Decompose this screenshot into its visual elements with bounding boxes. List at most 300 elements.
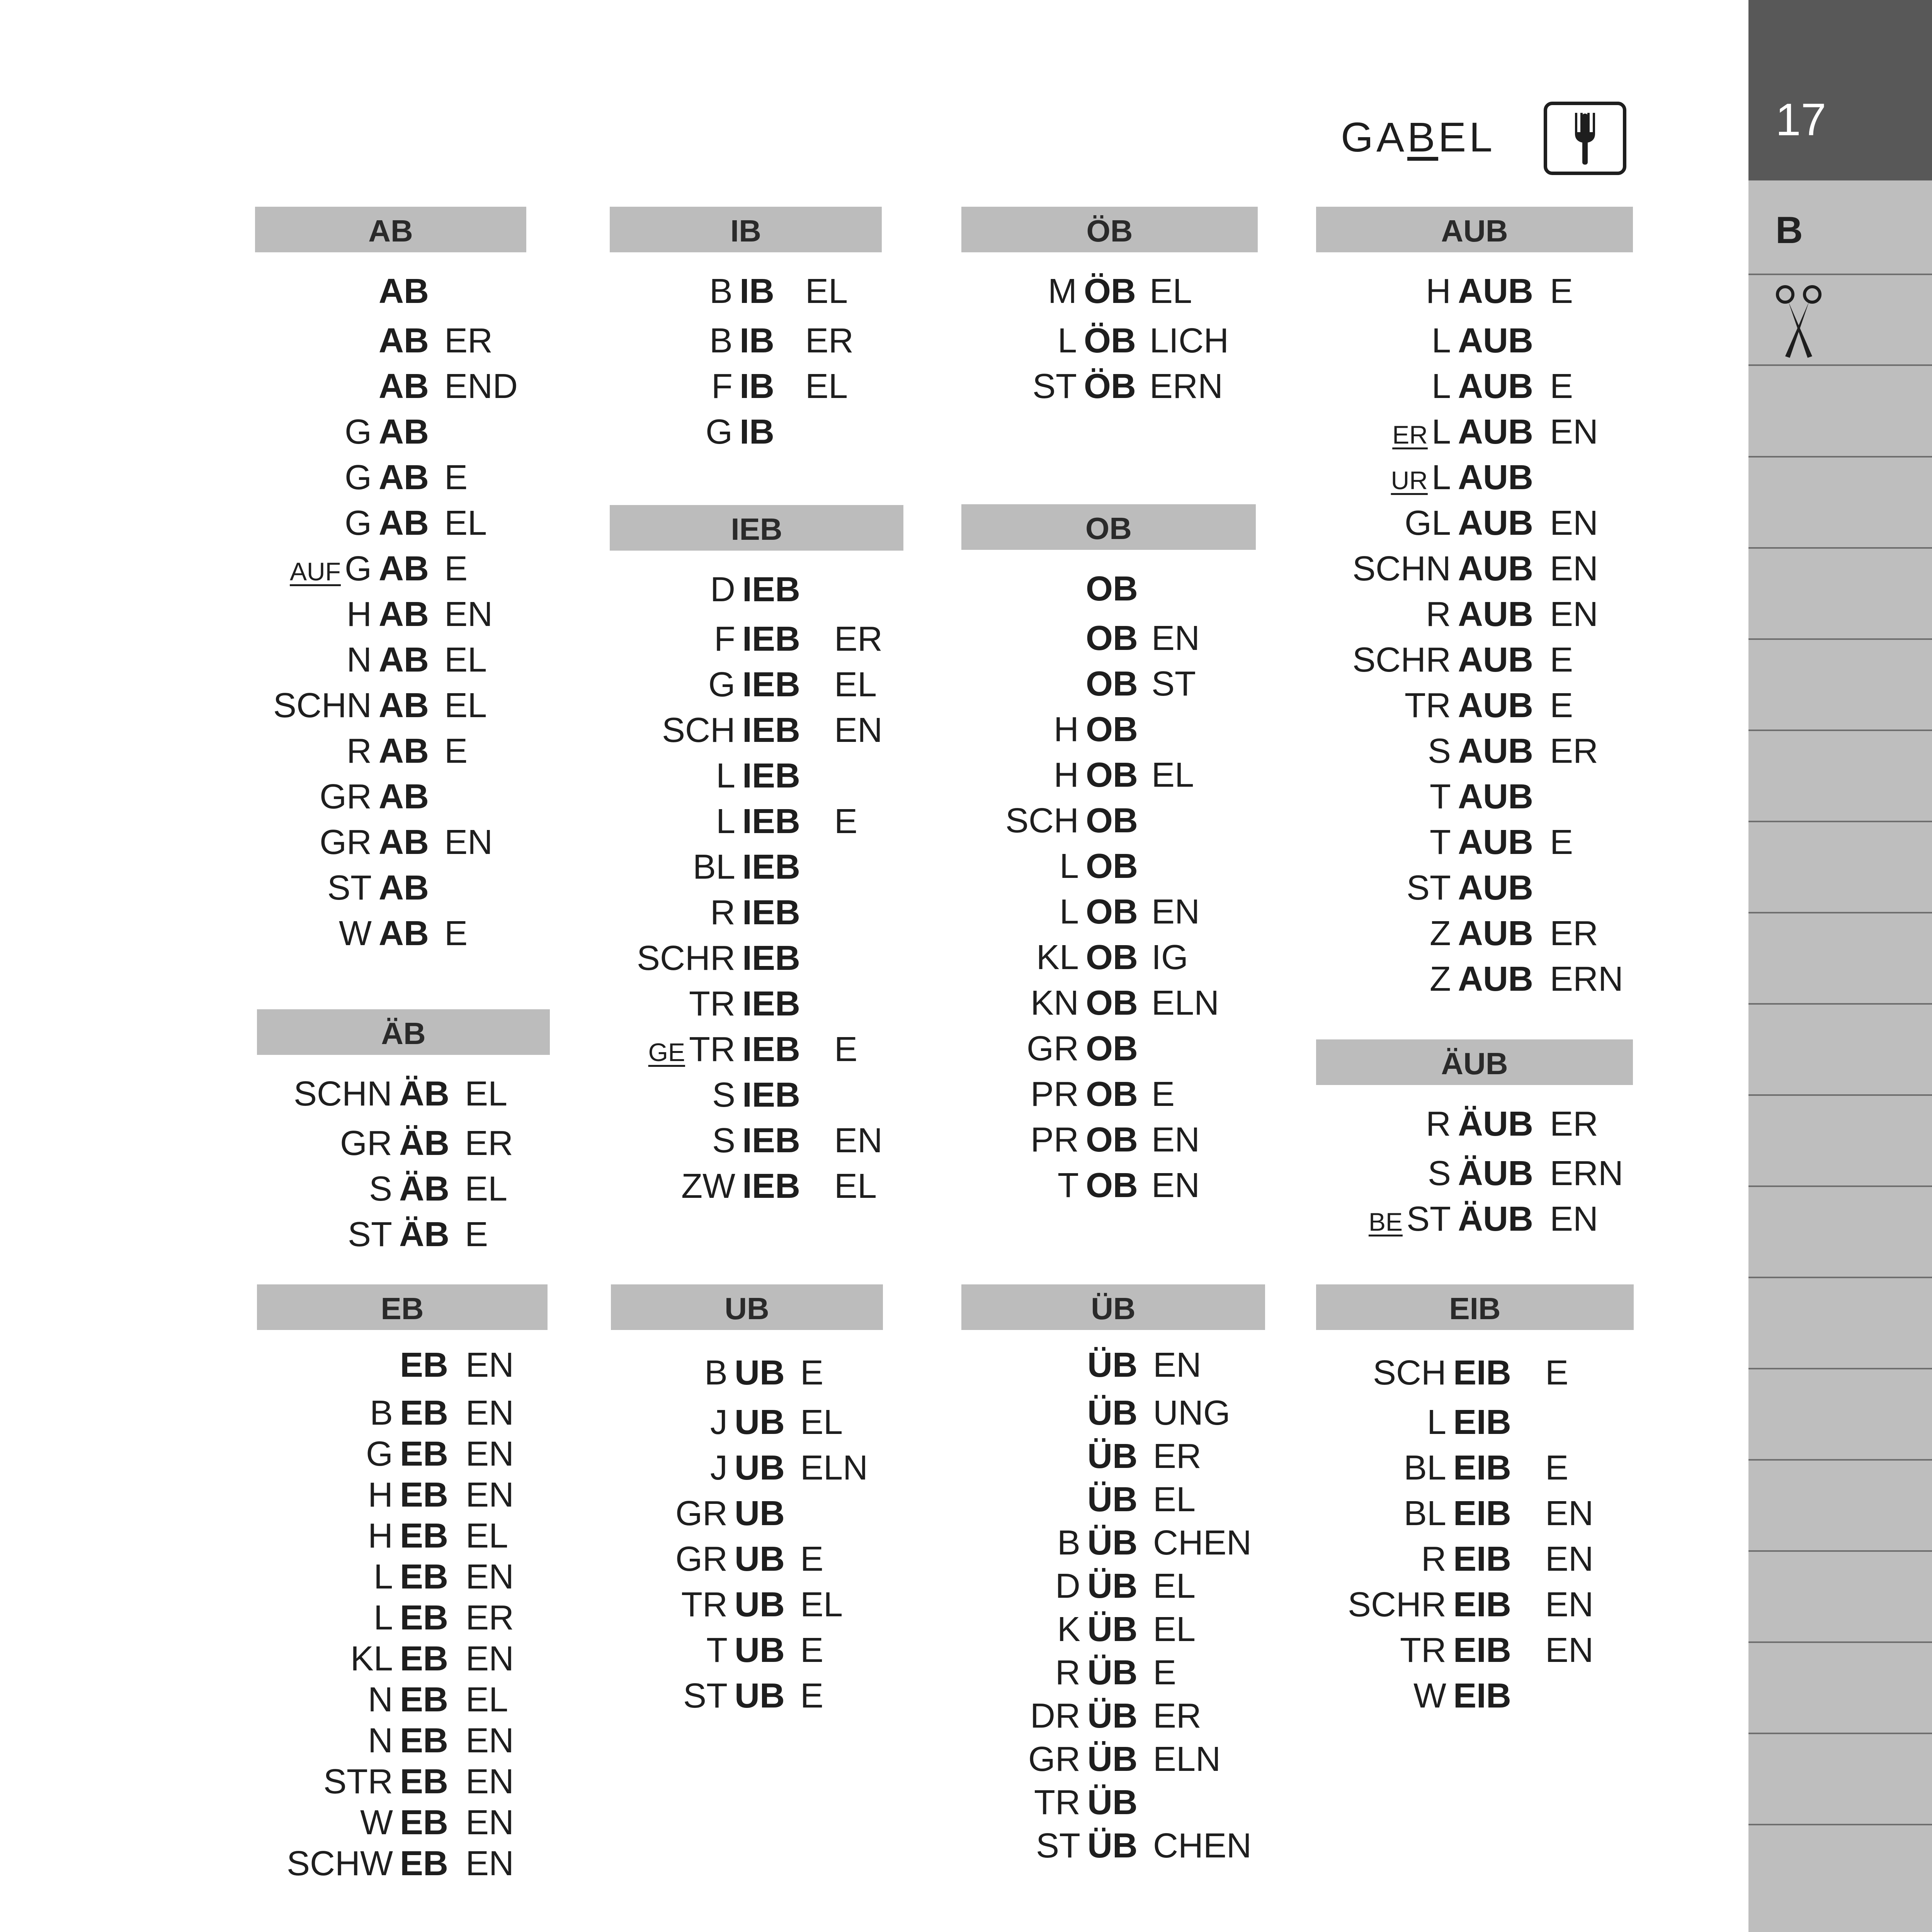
word-rhyme: AB (379, 777, 429, 816)
word-rhyme: AUB (1458, 321, 1533, 360)
word-onset (368, 1472, 393, 1518)
word-onset (1421, 1536, 1446, 1582)
word-onset-text: H (368, 1476, 393, 1514)
word-rhyme: EIB (1453, 1540, 1512, 1578)
sidebar-divider (1748, 1641, 1932, 1643)
word-onset-text: SCHN (1352, 549, 1451, 588)
word-onset-text: ST (683, 1677, 728, 1715)
word-rhyme: ÄUB (1458, 1200, 1533, 1238)
word-prefix: ER (1392, 420, 1428, 449)
word-ending: E (1550, 641, 1573, 679)
word-ending: EN (466, 1558, 514, 1596)
word-onset (693, 844, 735, 890)
word-ending: CHEN (1153, 1827, 1252, 1865)
word-ending: EL (466, 1517, 509, 1555)
word-onset (716, 753, 735, 799)
group-header: EB (257, 1284, 548, 1330)
word-onset (347, 728, 372, 774)
word-rhyme: EB (400, 1346, 449, 1384)
word-onset-text: ST (1406, 1200, 1451, 1238)
word-onset-text: L (373, 1599, 393, 1637)
word-onset-text: GR (320, 823, 372, 862)
word-onset (323, 1759, 393, 1804)
word-onset-text: GR (675, 1540, 728, 1578)
sidebar-divider (1748, 1459, 1932, 1461)
word-onset-text: TR (1405, 686, 1451, 725)
word-ending: EN (834, 711, 883, 750)
word-onset-text: L (1427, 1403, 1446, 1442)
word-ending: EN (1550, 549, 1599, 588)
word-ending: EN (466, 1476, 514, 1514)
word-ending: ER (834, 620, 883, 658)
word-rhyme: ÜB (1087, 1783, 1138, 1822)
word-rhyme: IEB (742, 711, 801, 750)
word-onset (368, 1513, 393, 1559)
word-rhyme: AB (379, 869, 429, 907)
word-onset (1426, 1101, 1451, 1147)
word-rhyme: AB (379, 413, 429, 451)
word-ending: E (465, 1215, 488, 1254)
word-onset-text: R (1426, 1105, 1451, 1143)
word-onset (1427, 1400, 1446, 1445)
word-ending: ER (1550, 914, 1599, 953)
word-onset-text: TR (1034, 1783, 1080, 1822)
word-onset-text: GR (675, 1494, 728, 1533)
word-ending: E (1550, 823, 1573, 862)
word-onset-text: R (710, 893, 735, 932)
word-rhyme: OB (1086, 847, 1138, 886)
word-onset (340, 1121, 392, 1166)
word-ending: E (1550, 686, 1573, 725)
word-onset-text: D (1055, 1567, 1080, 1605)
word-rhyme: AUB (1458, 686, 1533, 725)
word-onset-text: H (1054, 710, 1079, 749)
word-onset-text: R (1426, 595, 1451, 634)
word-onset (1057, 1607, 1080, 1652)
word-onset (345, 455, 372, 500)
word-onset-text: TR (689, 985, 735, 1023)
word-onset (369, 1166, 392, 1212)
word-rhyme: ÜB (1087, 1697, 1138, 1735)
word-rhyme: AB (379, 823, 429, 862)
word-ending: ERN (1550, 1154, 1624, 1193)
word-onset-text: B (369, 1394, 393, 1432)
word-onset-text: ST (1036, 1827, 1080, 1865)
word-rhyme: AUB (1458, 823, 1533, 862)
word-onset (716, 799, 735, 844)
word-onset-text: H (1054, 756, 1079, 794)
word-onset (704, 1350, 728, 1396)
word-onset (714, 616, 735, 662)
word-onset (350, 1636, 393, 1682)
word-rhyme: EIB (1453, 1403, 1512, 1442)
word-ending: EN (466, 1803, 514, 1842)
word-rhyme: IEB (742, 985, 801, 1023)
word-rhyme: ÄB (399, 1124, 449, 1163)
word-ending: EL (1151, 756, 1194, 794)
word-onset-text: Z (1430, 914, 1451, 953)
group-header: ÖB (961, 207, 1258, 252)
word-rhyme: OB (1086, 665, 1138, 703)
word-rhyme: IB (740, 272, 774, 311)
word-rhyme: OB (1086, 756, 1138, 794)
word-ending: E (444, 458, 468, 497)
word-rhyme: AB (379, 549, 429, 588)
word-ending: ERN (1550, 960, 1624, 998)
word-ending: EN (1545, 1585, 1594, 1624)
word-ending: EL (805, 272, 848, 311)
word-ending: EL (1150, 272, 1192, 311)
word-onset (1405, 500, 1451, 546)
word-ending: EN (466, 1394, 514, 1432)
word-rhyme: AUB (1458, 458, 1533, 497)
word-rhyme: OB (1086, 1075, 1138, 1114)
word-onset-text: L (1059, 847, 1079, 886)
word-rhyme: AUB (1458, 777, 1533, 816)
word-ending: EL (1153, 1567, 1196, 1605)
word-onset (1032, 364, 1077, 409)
word-rhyme: EIB (1453, 1354, 1512, 1392)
word-onset (709, 318, 733, 364)
word-onset (712, 1072, 735, 1118)
word-onset (1369, 1196, 1451, 1245)
word-prefix: GE (648, 1038, 685, 1066)
word-onset (1031, 1071, 1079, 1117)
word-ending: LICH (1150, 321, 1229, 360)
word-onset (1031, 980, 1079, 1026)
word-onset (648, 1027, 735, 1075)
word-onset-text: PR (1030, 1121, 1079, 1159)
word-onset-text: G (344, 504, 372, 543)
word-rhyme: ÖB (1084, 367, 1136, 406)
word-ending: EL (465, 1170, 508, 1208)
word-ending: EL (834, 1167, 877, 1206)
word-onset (681, 1582, 728, 1628)
sidebar-header (1748, 0, 1932, 180)
fork-icon-graphic (1547, 105, 1623, 172)
word-onset-text: L (1431, 458, 1451, 497)
word-onset (1058, 318, 1077, 364)
word-rhyme: IEB (742, 1121, 801, 1160)
word-onset (1348, 1582, 1446, 1628)
word-ending: E (834, 802, 858, 841)
word-ending: EN (1151, 619, 1200, 658)
word-onset (320, 774, 372, 820)
word-onset-text: T (1058, 1166, 1079, 1205)
word-onset-text: S (369, 1170, 392, 1208)
word-ending: E (1545, 1449, 1569, 1487)
sidebar-divider (1748, 1824, 1932, 1825)
word-rhyme: AUB (1458, 413, 1533, 451)
word-rhyme: ÄUB (1458, 1154, 1533, 1193)
word-onset (368, 1718, 393, 1764)
word-onset (709, 269, 733, 314)
word-onset-text: F (714, 620, 735, 658)
word-ending: ELN (1151, 984, 1219, 1022)
word-rhyme: IEB (742, 1030, 801, 1069)
word-onset (273, 683, 372, 728)
word-onset-text: SCH (662, 711, 735, 750)
word-rhyme: ÖB (1084, 321, 1136, 360)
word-onset (345, 500, 372, 546)
sidebar-divider (1748, 638, 1932, 640)
group-header: EIB (1316, 1284, 1634, 1330)
word-rhyme: ÜB (1087, 1740, 1138, 1779)
word-rhyme: ÜB (1087, 1610, 1138, 1649)
word-onset-text: S (1427, 732, 1451, 770)
word-rhyme: OB (1086, 984, 1138, 1022)
word-onset-text: D (710, 570, 735, 609)
word-onset-text: G (705, 413, 733, 451)
word-onset-text: H (1426, 272, 1451, 311)
word-onset-text: T (1430, 823, 1451, 862)
word-onset (360, 1800, 393, 1845)
word-rhyme: EIB (1453, 1631, 1512, 1670)
word-rhyme: EB (400, 1394, 449, 1432)
word-onset (1391, 455, 1451, 503)
word-ending: EN (1153, 1346, 1202, 1384)
word-rhyme: UB (735, 1494, 785, 1533)
word-ending: EN (1151, 1121, 1200, 1159)
word-ending: E (800, 1354, 824, 1392)
word-rhyme: UB (735, 1403, 785, 1442)
sidebar-divider (1748, 274, 1932, 275)
word-onset (1054, 707, 1079, 752)
word-rhyme: EB (400, 1599, 449, 1637)
word-onset-text: STR (323, 1762, 393, 1801)
word-onset-text: W (339, 914, 372, 953)
word-rhyme: IEB (742, 802, 801, 841)
word-ending: E (1545, 1354, 1569, 1392)
word-rhyme: EB (400, 1803, 449, 1842)
word-rhyme: IB (740, 367, 774, 406)
key-word-start: GA (1341, 114, 1408, 160)
word-onset (675, 1491, 728, 1536)
word-ending: E (1550, 272, 1573, 311)
word-onset-text: K (1057, 1610, 1080, 1649)
word-onset-text: GR (320, 777, 372, 816)
word-onset-text: B (1057, 1524, 1080, 1562)
group-header: OB (961, 504, 1256, 550)
word-rhyme: ÜB (1087, 1653, 1138, 1692)
sidebar-divider (1748, 1094, 1932, 1096)
word-onset-text: TR (689, 1030, 735, 1069)
word-onset (1034, 1780, 1080, 1825)
word-onset-text: W (360, 1803, 393, 1842)
word-onset-text: ST (1032, 367, 1077, 406)
word-onset-text: GR (340, 1124, 392, 1163)
word-onset (637, 935, 735, 981)
key-word-end: EL (1438, 114, 1496, 160)
word-rhyme: ÄUB (1458, 1105, 1533, 1143)
sidebar-divider (1748, 1277, 1932, 1278)
word-ending: E (444, 732, 468, 770)
word-onset-text: M (1048, 272, 1077, 311)
word-rhyme: AUB (1458, 869, 1533, 907)
word-ending: EN (1151, 893, 1200, 931)
word-onset-text: PR (1030, 1075, 1079, 1114)
word-onset-text: KN (1030, 984, 1079, 1022)
word-rhyme: IEB (742, 620, 801, 658)
word-ending: E (834, 1030, 858, 1069)
word-ending: ER (1153, 1437, 1202, 1476)
word-ending: EN (1550, 595, 1599, 634)
word-rhyme: AB (379, 321, 429, 360)
word-onset-text: ST (327, 869, 372, 907)
word-rhyme: UB (735, 1585, 785, 1624)
word-rhyme: OB (1086, 710, 1138, 749)
word-onset-text: SCH (1005, 801, 1079, 840)
word-rhyme: AUB (1458, 641, 1533, 679)
word-onset (1428, 728, 1451, 774)
word-onset (689, 981, 735, 1027)
word-ending: ELN (1153, 1740, 1221, 1779)
word-onset (681, 1163, 735, 1209)
word-onset (366, 1431, 393, 1477)
word-ending: EL (800, 1585, 843, 1624)
word-rhyme: ÜB (1087, 1827, 1138, 1865)
word-onset (1392, 409, 1451, 457)
word-ending: EL (444, 686, 487, 725)
sidebar-divider (1748, 821, 1932, 822)
word-ending: ER (465, 1124, 514, 1163)
word-onset-text: J (710, 1403, 728, 1442)
word-ending: E (1153, 1653, 1177, 1692)
word-onset-text: BL (1403, 1449, 1446, 1487)
word-rhyme: UB (735, 1631, 785, 1670)
word-rhyme: AB (379, 504, 429, 543)
word-onset (1060, 844, 1079, 889)
word-onset (1432, 364, 1451, 409)
word-onset-text: L (373, 1558, 393, 1596)
word-onset-text: L (716, 802, 735, 841)
sidebar-divider (1748, 364, 1932, 366)
word-ending: ER (1550, 732, 1599, 770)
word-onset (1036, 935, 1079, 980)
word-rhyme: ÜB (1087, 1567, 1138, 1605)
word-ending: ER (444, 321, 493, 360)
sidebar-letter: B (1776, 209, 1803, 251)
word-onset (683, 1673, 728, 1719)
word-rhyme: AUB (1458, 504, 1533, 543)
sidebar-divider (1748, 1550, 1932, 1552)
word-ending: EN (466, 1435, 514, 1473)
word-onset (345, 409, 372, 455)
word-onset-text: W (1413, 1677, 1446, 1715)
group-header: UB (611, 1284, 883, 1330)
word-onset-text: R (1055, 1653, 1080, 1692)
word-rhyme: IEB (742, 757, 801, 795)
word-rhyme: OB (1086, 570, 1138, 608)
word-rhyme: AUB (1458, 272, 1533, 311)
word-rhyme: AB (379, 367, 429, 406)
word-rhyme: IEB (742, 848, 801, 886)
sidebar-divider (1748, 456, 1932, 457)
word-ending: EL (1153, 1610, 1196, 1649)
sidebar-divider (1748, 1368, 1932, 1369)
word-onset (1005, 798, 1079, 844)
word-onset-text: G (366, 1435, 393, 1473)
word-onset-text: J (710, 1449, 728, 1487)
word-rhyme: OB (1086, 1121, 1138, 1159)
word-onset (370, 1390, 393, 1436)
word-rhyme: AB (379, 686, 429, 725)
word-onset-text: G (708, 665, 735, 704)
word-onset (706, 1628, 728, 1673)
word-rhyme: EB (400, 1435, 449, 1473)
word-ending: IG (1151, 938, 1189, 977)
word-rhyme: ÄB (399, 1215, 449, 1254)
word-ending: E (800, 1631, 824, 1670)
word-ending: EN (1550, 1200, 1599, 1238)
word-rhyme: ÜB (1087, 1437, 1138, 1476)
word-onset (1057, 1520, 1080, 1566)
sidebar-divider (1748, 1185, 1932, 1187)
word-rhyme: EB (400, 1721, 449, 1760)
word-onset-text: SCH (1372, 1354, 1446, 1392)
word-rhyme: AUB (1458, 595, 1533, 634)
word-ending: EN (834, 1121, 883, 1160)
word-rhyme: AB (379, 732, 429, 770)
group-header: IB (610, 207, 882, 252)
word-rhyme: ÜB (1087, 1524, 1138, 1562)
word-ending: CHEN (1153, 1524, 1252, 1562)
word-ending: ELN (800, 1449, 868, 1487)
word-ending: E (1550, 367, 1573, 406)
word-rhyme: OB (1086, 619, 1138, 658)
word-onset-text: BL (692, 848, 735, 886)
word-rhyme: ÜB (1087, 1480, 1138, 1519)
word-onset-text: ST (1406, 869, 1451, 907)
word-rhyme: IB (740, 321, 774, 360)
word-onset (710, 567, 735, 612)
word-rhyme: UB (735, 1449, 785, 1487)
word-ending: E (1151, 1075, 1175, 1114)
word-onset (1413, 1673, 1446, 1719)
word-onset (710, 890, 735, 935)
word-onset-text: L (1431, 321, 1451, 360)
word-rhyme: EB (400, 1680, 449, 1719)
word-rhyme: AUB (1458, 549, 1533, 588)
word-onset-text: B (709, 272, 733, 311)
word-onset (348, 1212, 392, 1257)
word-rhyme: EB (400, 1517, 449, 1555)
word-onset-text: N (368, 1721, 393, 1760)
sidebar-divider (1748, 1733, 1932, 1734)
word-rhyme: AB (379, 272, 429, 311)
word-ending: ER (805, 321, 854, 360)
word-onset-text: SCHN (273, 686, 372, 725)
word-rhyme: AB (379, 641, 429, 679)
word-onset-text: N (347, 641, 372, 679)
word-onset (290, 546, 372, 594)
word-onset (1430, 820, 1451, 865)
word-onset (1400, 1628, 1446, 1673)
word-ending: EN (466, 1639, 514, 1678)
word-onset (374, 1595, 393, 1641)
word-onset-text: L (1059, 893, 1079, 931)
word-onset (710, 1400, 728, 1445)
word-prefix: UR (1391, 466, 1428, 495)
word-ending: EN (1545, 1631, 1594, 1670)
word-onset-text: ST (347, 1215, 392, 1254)
word-onset (294, 1071, 392, 1117)
word-onset (1373, 1350, 1446, 1396)
word-rhyme: EIB (1453, 1449, 1512, 1487)
word-onset (1031, 1117, 1079, 1163)
word-ending: EN (466, 1721, 514, 1760)
fork-icon (1544, 102, 1626, 175)
